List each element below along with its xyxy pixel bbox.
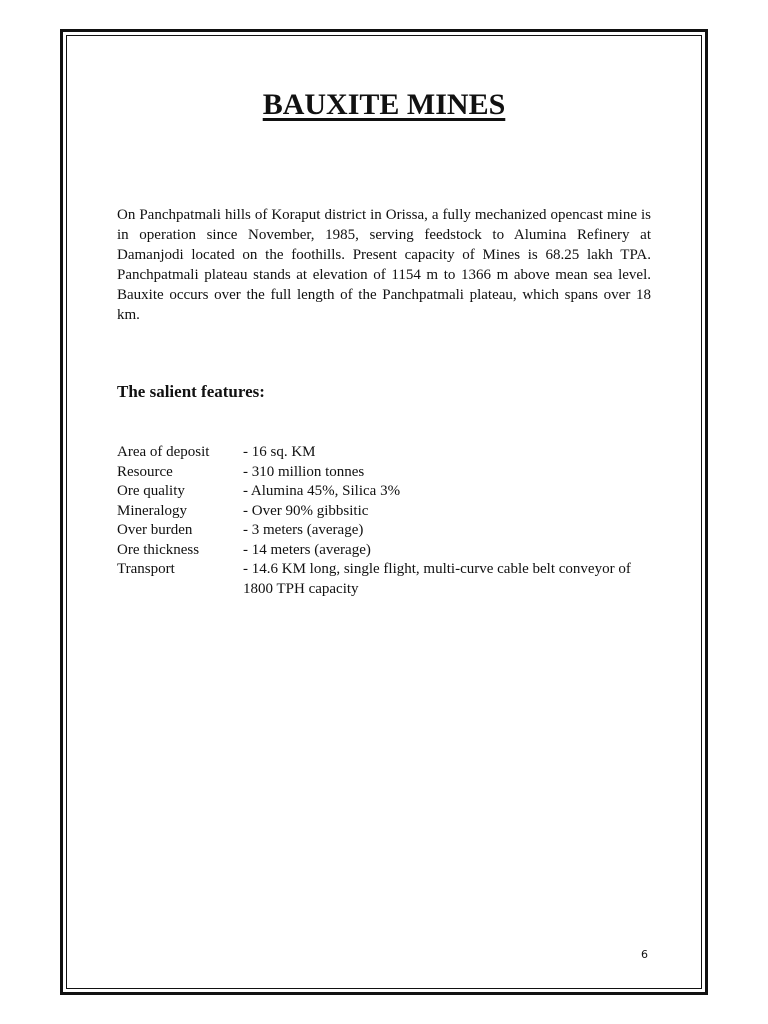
feature-row (117, 482, 657, 502)
feature-value: - 16 sq. KM (243, 444, 316, 460)
feature-label: Resource (117, 463, 173, 480)
intro-paragraph: On Panchpatmali hills of Koraput district in Orissa, a fully mechanized opencast mine is in operation since November, 1985, serving feedstock to Alumina Refinery at Damanjodi located on the foothills. Present capacity of Mines is 68.25 lakh TPA. Panchpatmali plateau stands at elevation of 1154 m to 1366 m above mean sea level. Bauxite occurs over the full length of the Panchpatmali plateau, which spans over 18 km. (117, 207, 651, 323)
feature-label: Ore quality (117, 483, 185, 499)
feature-row (117, 463, 657, 483)
feature-value: - 310 million tonnes (243, 463, 365, 480)
feature-label: Area of deposit (117, 444, 210, 460)
feature-row (117, 443, 657, 463)
feature-row (117, 541, 657, 561)
feature-label: Mineralogy (117, 502, 187, 519)
features-heading: The salient features: (117, 382, 265, 401)
feature-row (117, 521, 657, 541)
feature-label: Over burden (117, 522, 193, 538)
feature-value: - Over 90% gibbsitic (243, 502, 369, 519)
feature-label: Transport (117, 561, 175, 577)
features-list (117, 443, 657, 599)
feature-value: - 14 meters (average) (243, 541, 371, 558)
feature-row (117, 502, 657, 522)
feature-value: - 3 meters (average) (243, 522, 364, 538)
page-title: BAUXITE MINES (262, 88, 506, 121)
feature-label: Ore thickness (117, 541, 200, 558)
feature-row (117, 560, 657, 599)
page-number: 6 (641, 948, 648, 961)
feature-value: - Alumina 45%, Silica 3% (243, 483, 401, 499)
feature-value: - 14.6 KM long, single flight, multi-curve cable belt conveyor of 1800 TPH capacity (243, 561, 631, 597)
